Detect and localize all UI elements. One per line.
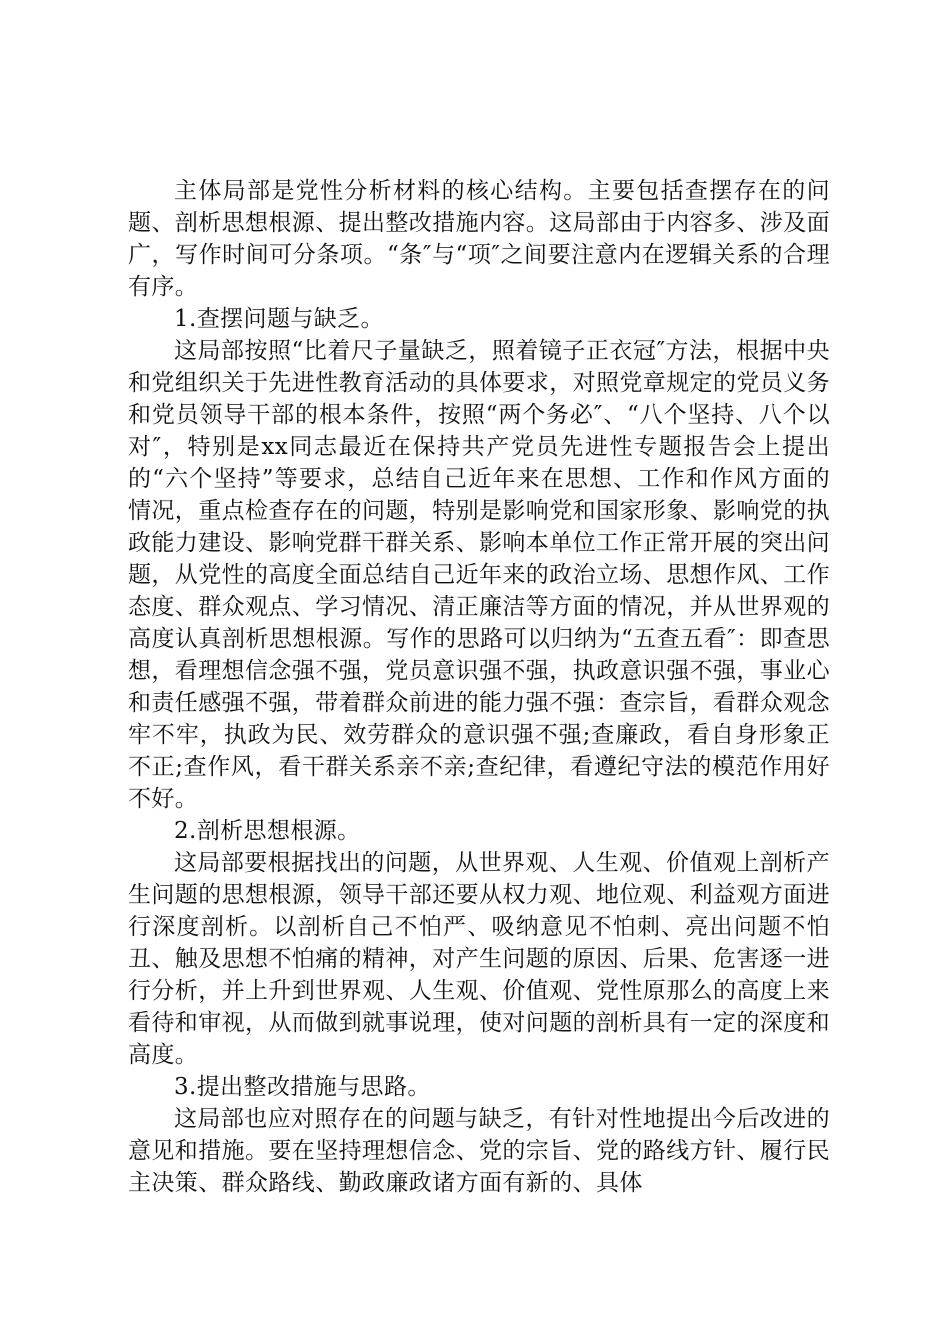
section-heading-1: 1.查摆问题与缺乏。 [174, 306, 384, 332]
paragraph-section-2: 这局部要根据找出的问题，从世界观、人生观、价值观上剖析产生问题的思想根源，领导干部还要从权力观、地位观、利益观方面进行深度剖析。以剖析自己不怕严、吸纳意见不怕刺、亮出问题不怕丑、触及思想不怕痛的精神，对产生问题的原因、后果、危害逐一进行分析，并上升到世界观、人生观、价值观、党性原那么的高度上来看待和审视，从而做到就事说理，使对问题的剖析具有一定的深度和高度。 [128, 850, 830, 1068]
paragraph-intro: 主体局部是党性分析材料的核心结构。主要包括查摆存在的问题、剖析思想根源、提出整改措施内容。这局部由于内容多、涉及面广，写作时间可分条项。“条″与“项″之间要注意内在逻辑关系的合理有序。 [128, 178, 830, 300]
document-body [128, 175, 830, 1199]
section-heading-3: 3.提出整改措施与思路。 [174, 1074, 431, 1100]
section-heading-2: 2.剖析思想根源。 [174, 818, 361, 844]
paragraph-section-3: 这局部也应对照存在的问题与缺乏，有针对性地提出今后改进的意见和措施。要在坚持理想信念、党的宗旨、党的路线方针、履行民主决策、群众路线、勤政廉政诸方面有新的、具体 [128, 1106, 830, 1196]
paragraph-section-1: 这局部按照“比着尺子量缺乏，照着镜子正衣冠″方法，根据中央和党组织关于先进性教育活动的具体要求，对照党章规定的党员义务和党员领导干部的根本条件，按照“两个务必″、“八个坚持、八个以对″，特别是xx同志最近在保持共产党员先进性专题报告会上提出的“六个坚持”等要求，总结自己近年来在思想、工作和作风方面的情况，重点检查存在的问题，特别是影响党和国家形象、影响党的执政能力建设、影响党群干群关系、影响本单位工作正常开展的突出问题，从党性的高度全面总结自己近年来的政治立场、思想作风、工作态度、群众观点、学习情况、清正廉洁等方面的情况，并从世界观的高度认真剖析思想根源。写作的思路可以归纳为“五查五看″：即查思想，看理想信念强不强，党员意识强不强，执政意识强不强，事业心和责任感强不强，带着群众前进的能力强不强：查宗旨，看群众观念牢不牢，执政为民、效劳群众的意识强不强;查廉政，看自身形象正不正;查作风，看干群关系亲不亲;查纪律，看遵纪守法的模范作用好不好。 [128, 338, 830, 812]
